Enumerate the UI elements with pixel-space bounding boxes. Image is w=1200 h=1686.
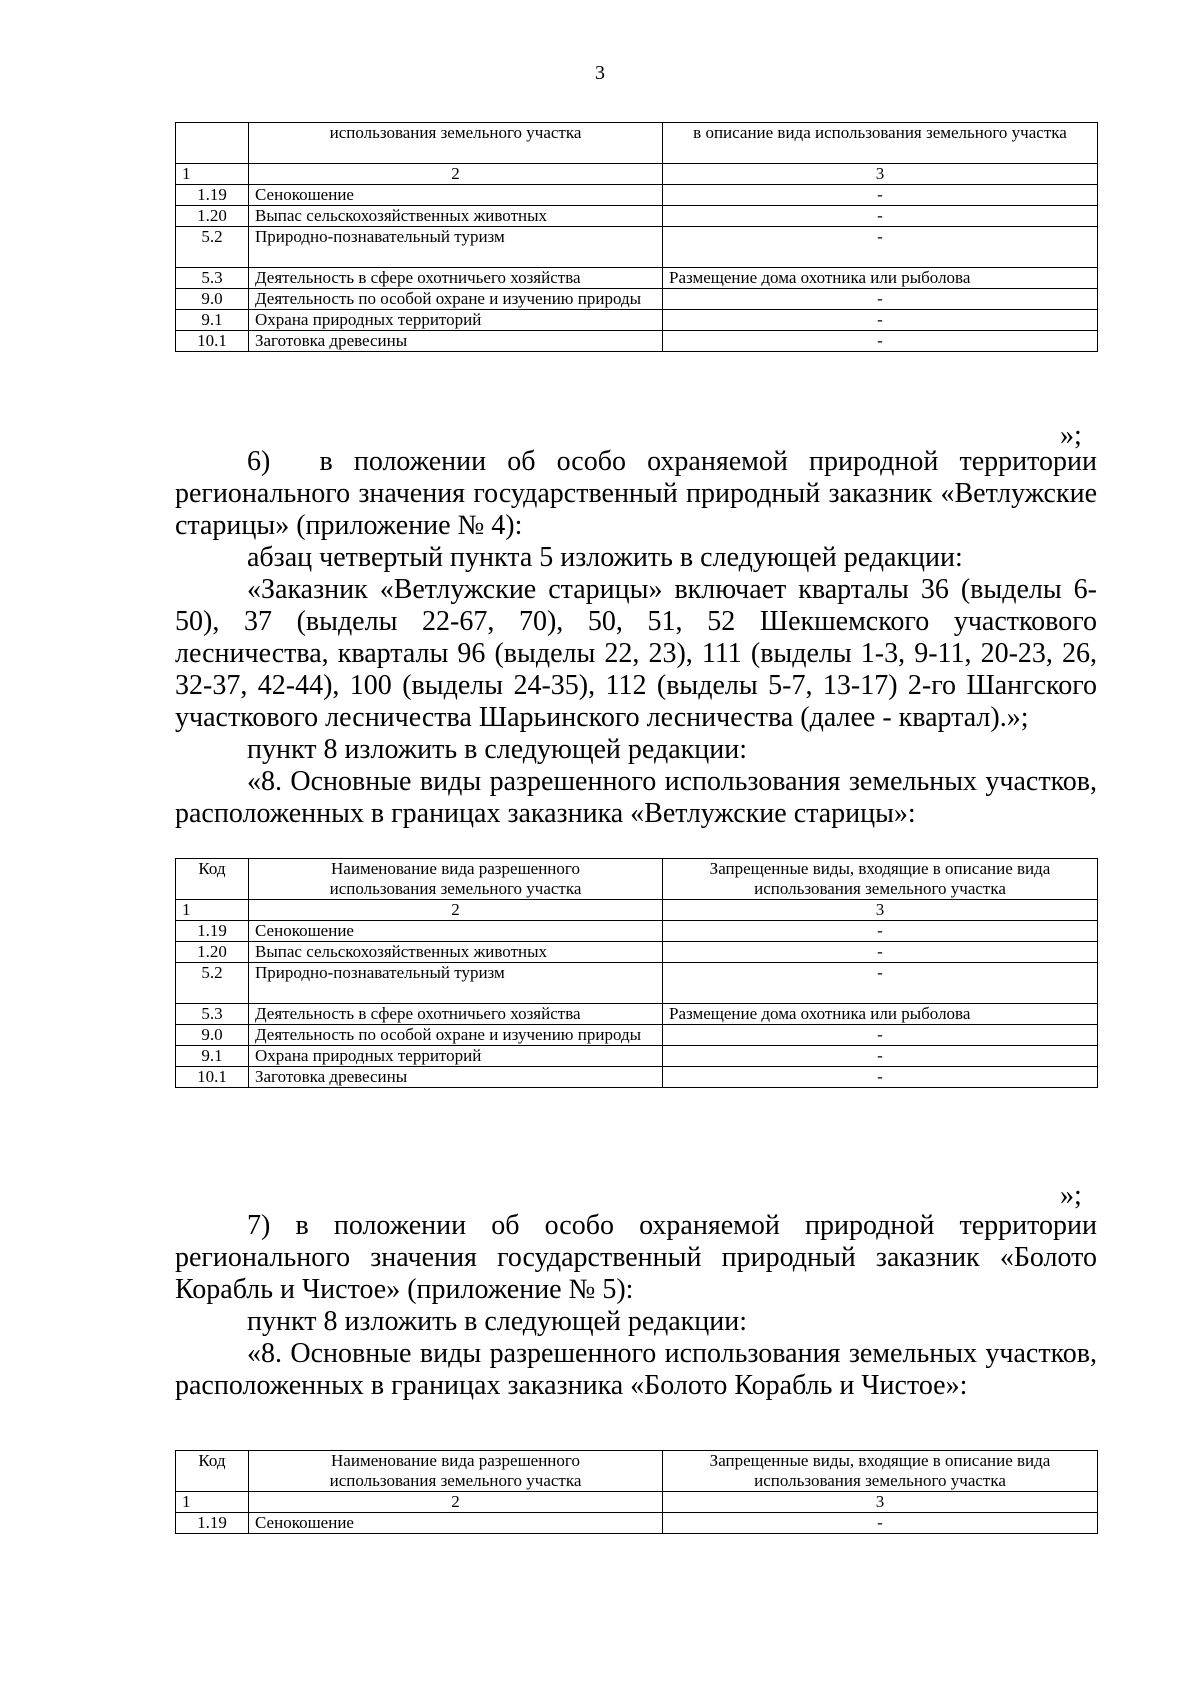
code-cell: 1.19 [176, 185, 249, 206]
forbidden-cell: - [663, 1513, 1098, 1534]
paragraph: абзац четвертый пункта 5 изложить в следующей редакции: [247, 542, 963, 573]
table-index-row [176, 164, 1098, 185]
table-row [176, 310, 1098, 331]
name-cell: Заготовка древесины [249, 1067, 663, 1088]
table-row [176, 185, 1098, 206]
paragraph: «8. Основные виды разрешенного использования земельных участков, расположенных в границах заказника «Болото Корабль и Чистое»: [175, 1338, 1097, 1401]
header-cell-code: Код [176, 1451, 249, 1492]
code-cell: 10.1 [176, 1067, 249, 1088]
header-cell-forbidden: Запрещенные виды, входящие в описание вида использования земельного участка [663, 859, 1098, 900]
page-number: 3 [595, 62, 605, 84]
forbidden-cell: - [663, 1025, 1098, 1046]
code-cell: 5.3 [176, 268, 249, 289]
table-vetluzhskie [175, 858, 1098, 1088]
forbidden-cell: - [663, 1067, 1098, 1088]
name-cell: Природно-познавательный туризм [249, 963, 663, 1004]
forbidden-cell: - [663, 289, 1098, 310]
header-cell-forbidden: в описание вида использования земельного участка [663, 123, 1098, 164]
index-cell: 2 [249, 900, 663, 921]
header-cell-name: Наименование вида разрешенного использования земельного участка [249, 1451, 663, 1492]
code-cell: 9.1 [176, 310, 249, 331]
forbidden-cell: Размещение дома охотника или рыболова [663, 1004, 1098, 1025]
code-cell: 1.19 [176, 1513, 249, 1534]
table-row [176, 921, 1098, 942]
forbidden-cell: - [663, 963, 1098, 1004]
name-cell: Охрана природных территорий [249, 310, 663, 331]
forbidden-cell: - [663, 331, 1098, 352]
table-header-row [176, 1451, 1098, 1492]
name-cell: Деятельность в сфере охотничьего хозяйства [249, 268, 663, 289]
paragraph: 7) в положении об особо охраняемой природной территории регионального значения государственный природный заказник «Болото Корабль и Чистое» (приложение № 5): [175, 1210, 1097, 1305]
name-cell: Деятельность в сфере охотничьего хозяйства [249, 1004, 663, 1025]
name-cell: Сенокошение [249, 185, 663, 206]
paragraph: 6) в положении об особо охраняемой природной территории регионального значения государственный природный заказник «Ветлужские старицы» (приложение № 4): [175, 446, 1097, 541]
table-header-row [176, 859, 1098, 900]
header-cell-code [176, 123, 249, 164]
header-cell-code: Код [176, 859, 249, 900]
paragraph: «Заказник «Ветлужские старицы» включает кварталы 36 (выделы 6-50), 37 (выделы 22-67, 70), 50, 51, 52 Шекшемского участкового лесничества, кварталы 96 (выделы 22, 23), 111 (выделы 1-3, 9-11, 20-23, 26, 32-37, 42-44), 100 (выделы 24-35), 112 (выделы 5-7, 13-17) 2-го Шангского участкового лесничества Шарьинского лесничества (далее - квартал).»; [175, 574, 1097, 733]
forbidden-cell: - [663, 185, 1098, 206]
table-row [176, 963, 1098, 1004]
code-cell: 5.2 [176, 963, 249, 1004]
section-6 [175, 446, 1097, 830]
code-cell: 5.2 [176, 227, 249, 268]
forbidden-cell: - [663, 206, 1098, 227]
code-cell: 5.3 [176, 1004, 249, 1025]
table-row [176, 227, 1098, 268]
forbidden-cell: - [663, 1046, 1098, 1067]
name-cell: Охрана природных территорий [249, 1046, 663, 1067]
code-cell: 9.0 [176, 289, 249, 310]
table-index-row [176, 900, 1098, 921]
closing-quote: »; [1060, 420, 1082, 451]
table-row [176, 331, 1098, 352]
name-cell: Деятельность по особой охране и изучению природы [249, 1025, 663, 1046]
closing-quote: »; [1060, 1180, 1082, 1211]
code-cell: 9.1 [176, 1046, 249, 1067]
code-cell: 1.19 [176, 921, 249, 942]
index-cell: 2 [249, 164, 663, 185]
forbidden-cell: - [663, 921, 1098, 942]
name-cell: Деятельность по особой охране и изучению природы [249, 289, 663, 310]
name-cell: Заготовка древесины [249, 331, 663, 352]
header-cell-name: использования земельного участка [249, 123, 663, 164]
index-cell: 3 [663, 900, 1098, 921]
forbidden-cell: - [663, 227, 1098, 268]
code-cell: 10.1 [176, 331, 249, 352]
paragraph: пункт 8 изложить в следующей редакции: [247, 734, 747, 765]
name-cell: Природно-познавательный туризм [249, 227, 663, 268]
index-cell: 1 [176, 164, 249, 185]
forbidden-cell: - [663, 310, 1098, 331]
paragraph: «8. Основные виды разрешенного использования земельных участков, расположенных в границах заказника «Ветлужские старицы»: [175, 766, 1097, 829]
table-header-row [176, 123, 1098, 164]
table-row [176, 1067, 1098, 1088]
table-row [176, 1004, 1098, 1025]
table-row [176, 1513, 1098, 1534]
name-cell: Выпас сельскохозяйственных животных [249, 942, 663, 963]
table-index-row [176, 1492, 1098, 1513]
table-row [176, 1025, 1098, 1046]
paragraph: пункт 8 изложить в следующей редакции: [247, 1306, 747, 1337]
index-cell: 1 [176, 1492, 249, 1513]
name-cell: Сенокошение [249, 921, 663, 942]
index-cell: 1 [176, 900, 249, 921]
index-cell: 3 [663, 1492, 1098, 1513]
table-row [176, 289, 1098, 310]
name-cell: Выпас сельскохозяйственных животных [249, 206, 663, 227]
forbidden-cell: Размещение дома охотника или рыболова [663, 268, 1098, 289]
header-cell-forbidden: Запрещенные виды, входящие в описание вида использования земельного участка [663, 1451, 1098, 1492]
table-row [176, 206, 1098, 227]
header-cell-name: Наименование вида разрешенного использования земельного участка [249, 859, 663, 900]
table-continued [175, 122, 1098, 352]
section-7 [175, 1210, 1097, 1402]
forbidden-cell: - [663, 942, 1098, 963]
code-cell: 1.20 [176, 942, 249, 963]
code-cell: 9.0 [176, 1025, 249, 1046]
index-cell: 3 [663, 164, 1098, 185]
code-cell: 1.20 [176, 206, 249, 227]
table-row [176, 1046, 1098, 1067]
table-row [176, 268, 1098, 289]
table-boloto-korabl [175, 1450, 1098, 1534]
index-cell: 2 [249, 1492, 663, 1513]
name-cell: Сенокошение [249, 1513, 663, 1534]
table-row [176, 942, 1098, 963]
